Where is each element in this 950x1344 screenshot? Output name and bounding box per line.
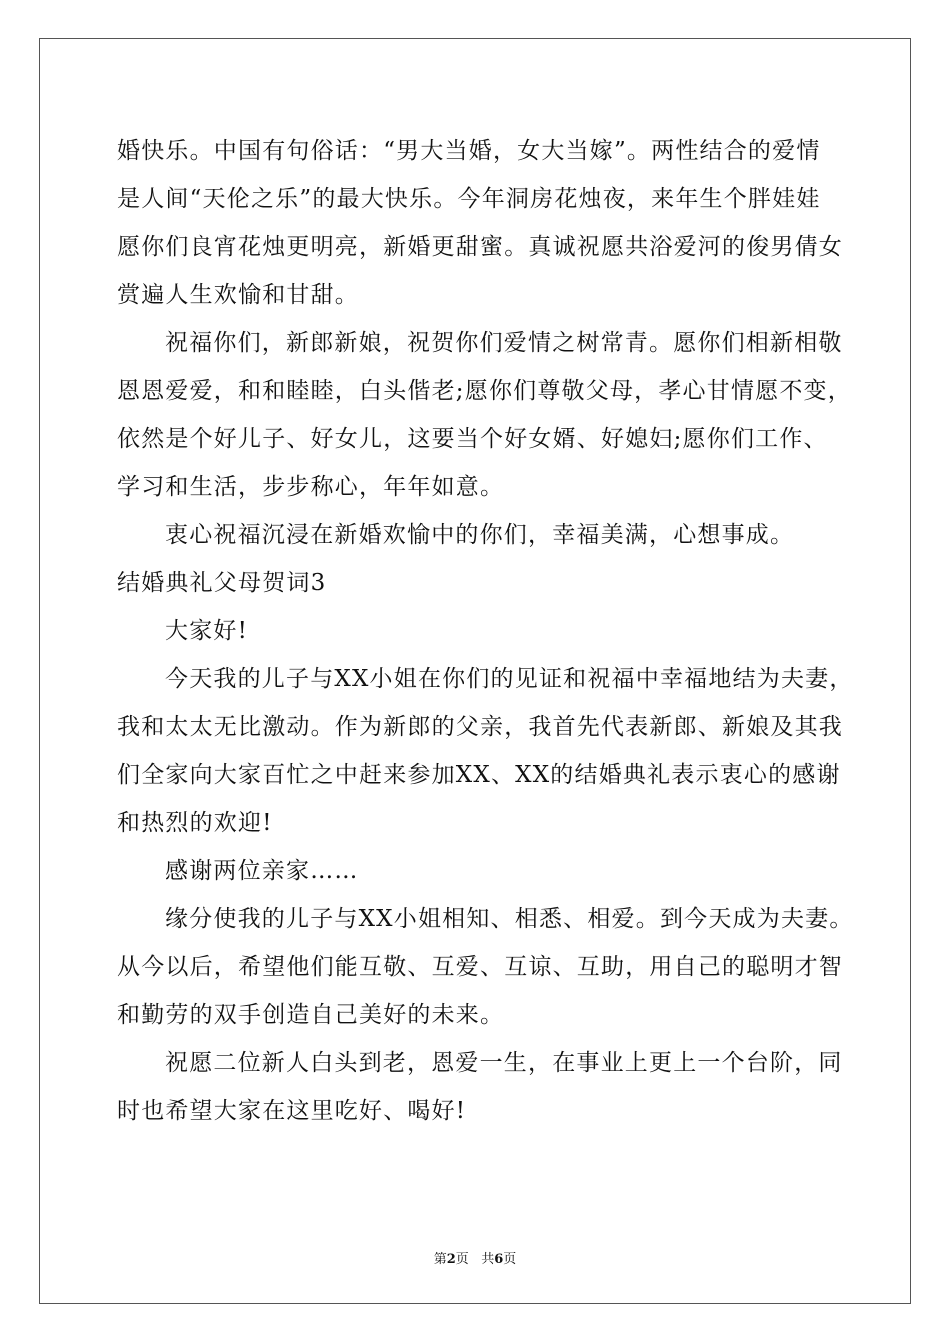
paragraph-line: 我和太太无比激动。作为新郎的父亲，我首先代表新郎、新娘及其我 xyxy=(117,714,843,740)
paragraph-line: 赏遍人生欢愉和甘甜。 xyxy=(117,282,359,308)
paragraph-line: 和勤劳的双手创造自己美好的未来。 xyxy=(117,1002,505,1028)
paragraph-line: 缘分使我的儿子与XX小姐相知、相悉、相爱。到今天成为夫妻。 xyxy=(165,906,854,932)
paragraph-line: 婚快乐。中国有句俗话：“男大当婚，女大当嫁”。两性结合的爱情 xyxy=(117,138,821,164)
total-prefix: 共 xyxy=(481,1252,495,1267)
paragraph-line: 感谢两位亲家…… xyxy=(165,858,359,884)
paragraph-line: 恩恩爱爱，和和睦睦，白头偕老;愿你们尊敬父母，孝心甘情愿不变， xyxy=(117,378,852,404)
paragraph-line: 今天我的儿子与XX小姐在你们的见证和祝福中幸福地结为夫妻， xyxy=(165,666,854,692)
paragraph-line: 祝福你们，新郎新娘，祝贺你们爱情之树常青。愿你们相新相敬 xyxy=(165,330,843,356)
paragraph-line: 和热烈的欢迎! xyxy=(117,810,273,836)
paragraph-line: 学习和生活，步步称心，年年如意。 xyxy=(117,474,505,500)
paragraph-line: 依然是个好儿子、好女儿，这要当个好女婿、好媳妇;愿你们工作、 xyxy=(117,426,828,452)
page-total: 6 xyxy=(494,1252,504,1267)
paragraph-line: 愿你们良宵花烛更明亮，新婚更甜蜜。真诚祝愿共浴爱河的俊男倩女 xyxy=(117,234,843,260)
page-suffix: 页 xyxy=(455,1252,469,1267)
paragraph-line: 从今以后，希望他们能互敬、互爱、互谅、互助，用自己的聪明才智 xyxy=(117,954,843,980)
page-current: 2 xyxy=(446,1252,456,1267)
paragraph-line: 是人间“天伦之乐”的最大快乐。今年洞房花烛夜，来年生个胖娃娃 xyxy=(117,186,821,212)
page-prefix: 第 xyxy=(433,1252,447,1267)
paragraph-line: 祝愿二位新人白头到老，恩爱一生，在事业上更上一个台阶，同 xyxy=(165,1050,843,1076)
paragraph-line: 们全家向大家百忙之中赶来参加XX、XX的结婚典礼表示衷心的感谢 xyxy=(117,762,841,788)
paragraph-line: 衷心祝福沉浸在新婚欢愉中的你们，幸福美满，心想事成。 xyxy=(165,522,795,548)
total-suffix: 页 xyxy=(503,1252,517,1267)
greeting-line: 大家好! xyxy=(165,618,249,644)
paragraph-line: 时也希望大家在这里吃好、喝好! xyxy=(117,1098,467,1124)
section-heading: 结婚典礼父母贺词3 xyxy=(117,570,327,596)
document-body xyxy=(117,127,857,1135)
page-footer xyxy=(0,1248,950,1267)
